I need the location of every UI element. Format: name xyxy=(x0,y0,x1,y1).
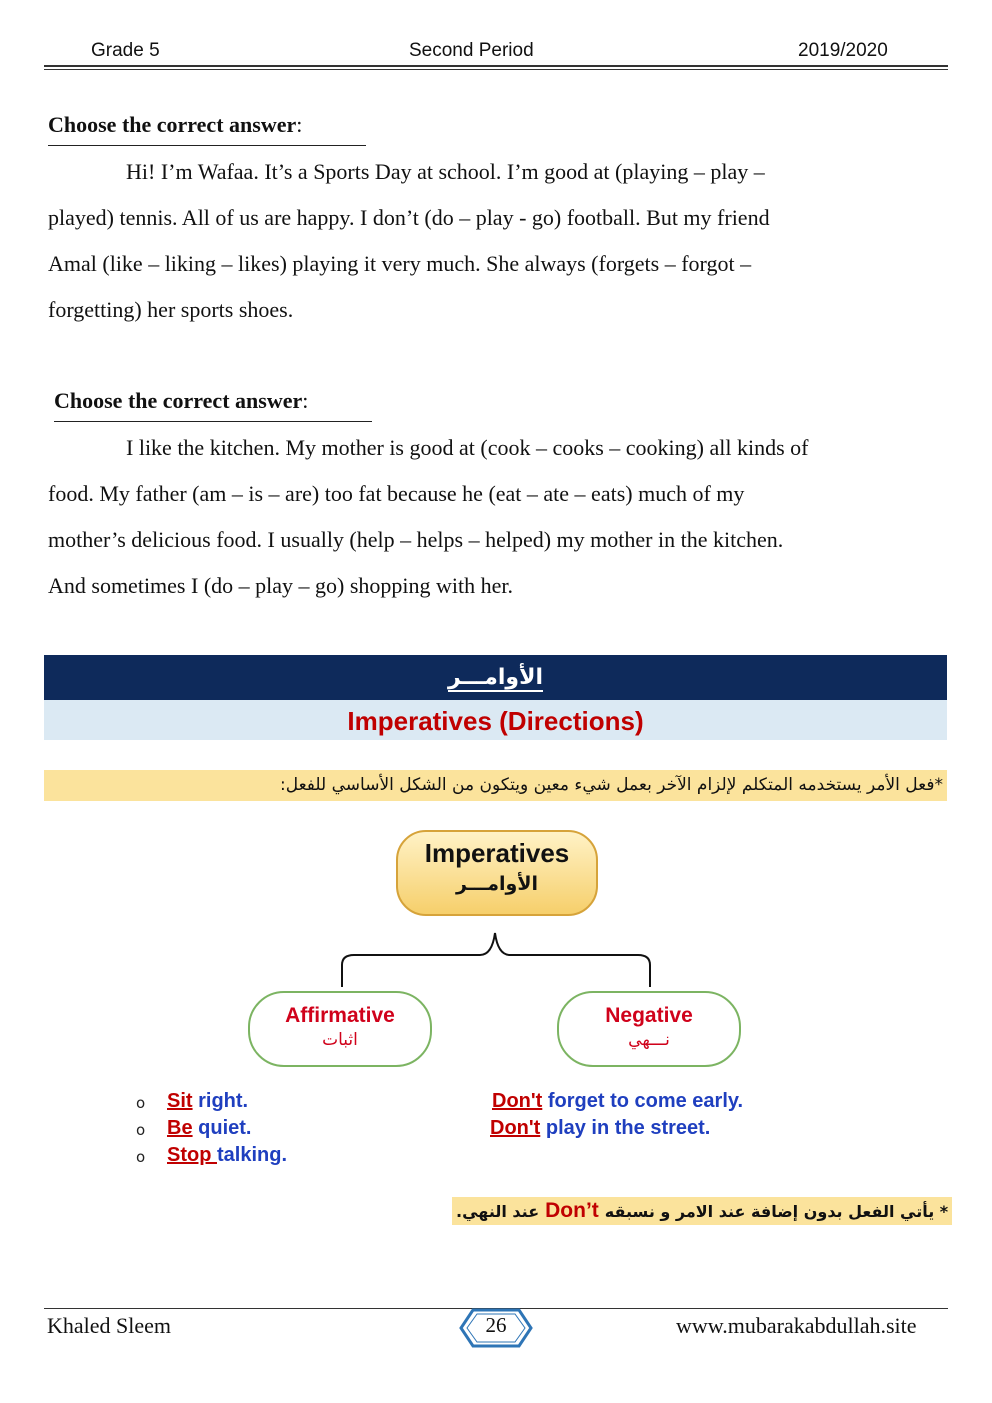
branch-connector xyxy=(330,925,660,995)
negative-label: Negative xyxy=(605,1004,693,1027)
section-banner-english xyxy=(44,700,947,740)
header-grade: Grade 5 xyxy=(91,40,160,61)
affirmative-label: Affirmative xyxy=(285,1004,395,1027)
definition-note: *فعل الأمر يستخدمه المتكلم لإلزام الآخر بعمل شيء معين ويتكون من الشكل الأساسي للفعل: xyxy=(44,770,947,801)
exercise-1-line: Hi! I’m Wafaa. It’s a Sports Day at school. I’m good at (playing – play – xyxy=(126,159,765,184)
imperatives-label: Imperatives xyxy=(424,838,570,868)
negative-label-arabic: نـــهي xyxy=(628,1030,670,1050)
negative-example: Don't play in the street. xyxy=(490,1117,711,1139)
affirmative-oval xyxy=(248,991,432,1067)
bullet-icon: o xyxy=(136,1148,146,1166)
exercise-1-title-underline xyxy=(48,145,366,146)
footer-author: Khaled Sleem xyxy=(47,1313,172,1338)
header-rule-thick xyxy=(44,65,948,67)
exercise-1-title: Choose the correct answer: xyxy=(48,112,303,137)
page-number: 26 xyxy=(485,1313,507,1337)
bullet-icon: o xyxy=(136,1121,146,1139)
footer-website[interactable]: www.mubarakabdullah.site xyxy=(676,1313,917,1338)
affirmative-example: Stop talking. xyxy=(167,1144,288,1166)
section-title-arabic: الأوامـــر xyxy=(447,665,543,690)
exercise-2-line: And sometimes I (do – play – go) shopping with her. xyxy=(48,573,514,598)
imperatives-box xyxy=(396,830,598,916)
affirmative-example: Be quiet. xyxy=(167,1117,252,1139)
exercise-1-line: played) tennis. All of us are happy. I don’t (do – play - go) football. But my friend xyxy=(48,205,770,230)
bullet-icon: o xyxy=(136,1094,146,1112)
section-banner-arabic xyxy=(44,655,947,700)
exercise-2-line: food. My father (am – is – are) too fat because he (eat – ate – eats) much of my xyxy=(48,481,745,506)
affirmative-label-arabic: اثبات xyxy=(322,1030,358,1050)
exercise-2-line: I like the kitchen. My mother is good at (cook – cooks – cooking) all kinds of xyxy=(126,435,809,460)
header-year: 2019/2020 xyxy=(798,40,888,61)
imperatives-label-arabic: الأوامـــر xyxy=(455,873,539,895)
affirmative-example: Sit right. xyxy=(167,1090,249,1112)
exercise-2-line: mother’s delicious food. I usually (help – helps – helped) my mother in the kitchen. xyxy=(48,527,784,552)
header-period: Second Period xyxy=(409,40,534,61)
exercise-2-paragraph xyxy=(48,425,943,609)
header-rule-thin xyxy=(44,69,948,70)
exercise-1-line: forgetting) her sports shoes. xyxy=(48,297,294,322)
section-title-english: Imperatives (Directions) xyxy=(347,706,644,736)
negative-oval xyxy=(557,991,741,1067)
exercise-2-title-underline xyxy=(54,421,372,422)
exercise-1-paragraph xyxy=(48,149,943,333)
exercise-2-title: Choose the correct answer: xyxy=(54,388,309,413)
exercise-1-line: Amal (like – liking – likes) playing it very much. She always (forgets – forgot – xyxy=(48,251,752,276)
dont-rule-note: * يأتي الفعل بدون إضافة عند الامر و نسبقهDon’tعند النهي. xyxy=(452,1197,952,1225)
negative-example: Don't forget to come early. xyxy=(492,1090,744,1112)
dont-keyword: Don’t xyxy=(545,1199,599,1222)
